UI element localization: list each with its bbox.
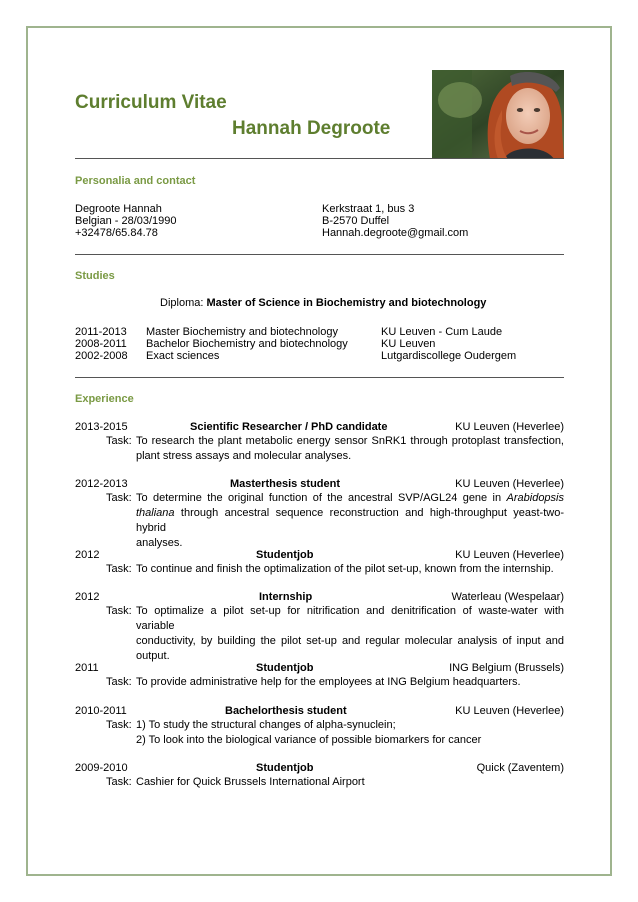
- experience-role: Studentjob: [256, 549, 314, 561]
- experience-years: 2011: [75, 662, 99, 674]
- task-label: Task:: [106, 676, 132, 688]
- contact-street: Kerkstraat 1, bus 3: [322, 203, 415, 215]
- study-institution: KU Leuven - Cum Laude: [381, 326, 503, 338]
- studies-divider: [75, 377, 564, 378]
- task-text-italic: thaliana: [136, 507, 175, 519]
- experience-years: 2012: [75, 591, 100, 603]
- task-text-line: analyses.: [136, 537, 183, 549]
- contact-city: B-2570 Duffel: [322, 215, 390, 227]
- experience-years: 2010-2011: [75, 705, 127, 717]
- task-label: Task:: [106, 776, 132, 788]
- profile-photo: [432, 70, 564, 159]
- experience-years: 2009-2010: [75, 762, 128, 774]
- experience-years: 2012-2013: [75, 478, 128, 490]
- task-text-line: To continue and finish the optimalization of the pilot set-up, known from the internship.: [136, 563, 554, 575]
- header-divider: [75, 158, 564, 159]
- diploma-label: Diploma:: [160, 297, 207, 309]
- experience-place: KU Leuven (Heverlee): [455, 478, 564, 490]
- experience-place: KU Leuven (Heverlee): [455, 705, 564, 717]
- section-heading-contact: Personalia and contact: [75, 175, 196, 187]
- study-program: Bachelor Biochemistry and biotechnology: [146, 338, 348, 350]
- experience-place: ING Belgium (Brussels): [449, 662, 564, 674]
- experience-role: Internship: [259, 591, 313, 603]
- experience-place: Quick (Zaventem): [476, 762, 564, 774]
- study-institution: Lutgardiscollege Oudergem: [381, 350, 517, 362]
- document-title: Curriculum Vitae: [75, 92, 227, 113]
- section-heading-experience: Experience: [75, 393, 134, 405]
- person-name: Hannah Degroote: [232, 118, 391, 139]
- task-text-line: Cashier for Quick Brussels International Airport: [136, 776, 365, 788]
- task-text-line: To optimalize a pilot set-up for nitrification and denitrification of waste-water with variable: [136, 605, 564, 632]
- task-text-line: plant stress assays and molecular analyses.: [136, 450, 352, 462]
- task-text-line: 2) To look into the biological variance of possible biomarkers for cancer: [136, 734, 482, 746]
- study-program: Exact sciences: [146, 350, 220, 362]
- task-label: Task:: [106, 435, 132, 447]
- task-text-part: To determine the original function of the ancestral SVP/AGL24 gene in: [136, 492, 502, 504]
- study-years: 2011-2013: [75, 326, 127, 338]
- experience-place: KU Leuven (Heverlee): [455, 549, 564, 561]
- diploma-title: Master of Science in Biochemistry and biotechnology: [206, 297, 487, 309]
- task-text-line: To research the plant metabolic energy sensor SnRK1 through protoplast transfection,: [136, 435, 564, 447]
- contact-phone: +32478/65.84.78: [75, 227, 158, 239]
- contact-divider: [75, 254, 564, 255]
- experience-role: Scientific Researcher / PhD candidate: [190, 421, 388, 433]
- contact-email: Hannah.degroote@gmail.com: [322, 227, 469, 239]
- contact-name: Degroote Hannah: [75, 203, 162, 215]
- task-text-line: [136, 491, 564, 506]
- task-text-line: 1) To study the structural changes of alpha-synuclein;: [136, 719, 396, 731]
- task-label: Task:: [106, 605, 132, 617]
- study-years: 2008-2011: [75, 338, 127, 350]
- experience-role: Studentjob: [256, 662, 314, 674]
- experience-role: Masterthesis student: [230, 478, 341, 490]
- task-text-line: conductivity, by building the pilot set-up and regular molecular analysis of input and: [136, 635, 564, 647]
- task-text-line: [136, 506, 564, 536]
- task-label: Task:: [106, 719, 132, 731]
- study-years: 2002-2008: [75, 350, 128, 362]
- experience-place: KU Leuven (Heverlee): [455, 421, 564, 433]
- task-label: Task:: [106, 492, 132, 504]
- experience-role: Studentjob: [256, 762, 314, 774]
- diploma-line: [160, 297, 486, 310]
- contact-nationality-birthdate: Belgian - 28/03/1990: [75, 215, 177, 227]
- task-text-line: output.: [136, 650, 170, 662]
- experience-role: Bachelorthesis student: [225, 705, 347, 717]
- study-institution: KU Leuven: [381, 338, 436, 350]
- task-text-part: through ancestral sequence reconstruction and high-throughput yeast-two-hybrid: [136, 507, 564, 534]
- study-program: Master Biochemistry and biotechnology: [146, 326, 338, 338]
- task-text-line: To provide administrative help for the employees at ING Belgium headquarters.: [136, 676, 521, 688]
- section-heading-studies: Studies: [75, 270, 115, 282]
- experience-years: 2012: [75, 549, 100, 561]
- experience-years: 2013-2015: [75, 421, 128, 433]
- task-text-italic: Arabidopsis: [506, 492, 564, 504]
- task-label: Task:: [106, 563, 132, 575]
- experience-place: Waterleau (Wespelaar): [451, 591, 564, 603]
